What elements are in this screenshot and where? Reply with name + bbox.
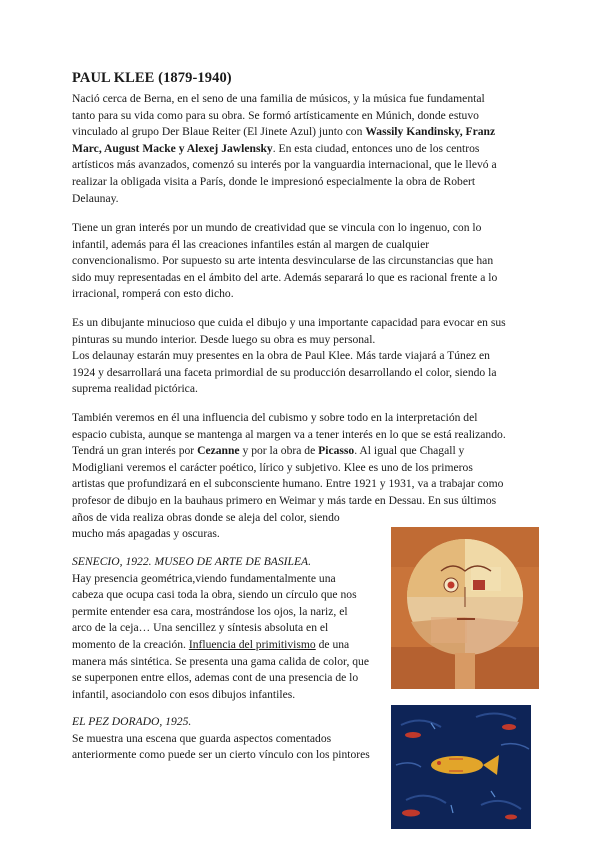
section-senecio [72, 554, 392, 703]
text-line: infantil, asociandolo con esos dibujos infantiles. [72, 687, 296, 701]
senecio-painting [391, 527, 539, 689]
text-line: Tendrá un gran interés por Cezanne y por la obra de Picasso. Al igual que Chagall y [72, 444, 465, 458]
text-line: profesor de dibujo en la bauhaus primero en Weimar y más tarde en Dessau. En sus últimos [72, 493, 497, 507]
senecio-caption: SENECIO, 1922. MUSEO DE ARTE DE BASILEA. [72, 555, 312, 568]
text-line: años de vida realiza obras donde se aleja del color, siendo [72, 510, 340, 524]
pez-caption: EL PEZ DORADO, 1925. [72, 715, 192, 728]
text-line: permite entender esa cara, mostrándose los ojos, la nariz, el [72, 604, 348, 618]
text-line: cabeza que ocupa casi toda la obra, siendo un círculo que nos [72, 588, 357, 602]
paragraph-biography [72, 91, 522, 207]
text-line: arco de la ceja… Una sencillez y síntesis absoluta en el [72, 621, 329, 635]
text-line: manera más sintética. Se presenta una gama calida de color, que [72, 654, 369, 668]
text-line: irracional, romperá con esto dicho. [72, 287, 234, 301]
text-line: También veremos en él una influencia del cubismo y sobre todo en la interpretación del [72, 411, 478, 424]
text-line: Los delaunay estarán muy presentes en la obra de Paul Klee. Más tarde viajará a Túnez en [72, 349, 490, 363]
text-line: suprema realidad pictórica. [72, 382, 198, 396]
text-line: momento de la creación. Influencia del primitivismo de una [72, 637, 350, 651]
text-line: Tiene un gran interés por un mundo de creatividad que se vincula con lo ingenuo, con lo [72, 221, 482, 234]
artist-names-bold: Wassily Kandinsky, Franz [365, 125, 496, 139]
text-line: pinturas su mundo interior. Desde luego su obra es muy personal. [72, 332, 376, 346]
text-line: sido muy representadas en el ámbito del arte. Además separará lo que es racional frente a lo [72, 270, 498, 284]
cezanne-bold: Cezanne [197, 444, 240, 458]
text-line: mucho más apagadas y oscuras. [72, 527, 220, 541]
text-line: artísticos más avanzados, comenzó su interés por la vanguardia internacional, que le llevó a [72, 158, 497, 172]
text-line: Marc, August Macke y Alexej Jawlensky. En esta ciudad, entonces uno de los centros [72, 141, 480, 155]
text-line: convencionalismo. Por supuesto su arte intenta desvincularse de las circunstancias que han [72, 254, 494, 268]
paragraph-draughtsman [72, 315, 522, 398]
text-line: Es un dibujante minucioso que cuida el dibujo y una importante capacidad para evocar en sus [72, 316, 506, 329]
text-line: 1924 y desarrollará una faceta primordial de su producción desarrollando el color, siendo la [72, 365, 497, 379]
text-line: Se muestra una escena que guarda aspectos comentados [72, 731, 332, 745]
text-line: se superponen entre ellos, ademas cont de una presencia de lo [72, 671, 359, 685]
text-line: Modigliani veremos el carácter poético, lírico y subjetivo. Klee es uno de los primeros [72, 460, 473, 474]
text-line: infantil, además para él las creaciones infantiles están al margen de cualquier [72, 237, 430, 251]
text-line: artistas que profundizará en el subconsciente humano. Entre 1921 y 1931, va a trabajar como [72, 477, 504, 491]
page-title: PAUL KLEE (1879-1940) [72, 70, 232, 86]
text-line: anteriormente como puede ser un cierto vínculo con los pintores [72, 748, 370, 762]
text-line: vinculado al grupo Der Blaue Reiter (El Jinete Azul) junto con Wassily Kandinsky, Franz [72, 125, 496, 139]
section-pez-dorado [72, 714, 392, 764]
text-line: Nació cerca de Berna, en el seno de una familia de músicos, y la música fue fundamental [72, 92, 485, 105]
paragraph-creativity [72, 220, 522, 303]
text-line: Delaunay. [72, 191, 119, 205]
artist-names-bold: Marc, August Macke y Alexej Jawlensky [72, 141, 273, 155]
pez-dorado-painting [391, 705, 531, 829]
text-line: espacio cubista, aunque se mantenga al margen va a tener interés en lo que se está realizando. [72, 427, 506, 441]
picasso-bold: Picasso [318, 444, 355, 458]
text-line: realizar la obligada visita a París, donde le impresionó especialmente la obra de Robert [72, 174, 476, 188]
text-line: Hay presencia geométrica,viendo fundamentalmente una [72, 571, 336, 585]
text-line: tanto para su vida como para su obra. Se formó artísticamente en Múnich, donde estuvo [72, 108, 479, 122]
paragraph-cubism [72, 410, 522, 543]
primitivism-link: Influencia del primitivismo [188, 637, 316, 651]
